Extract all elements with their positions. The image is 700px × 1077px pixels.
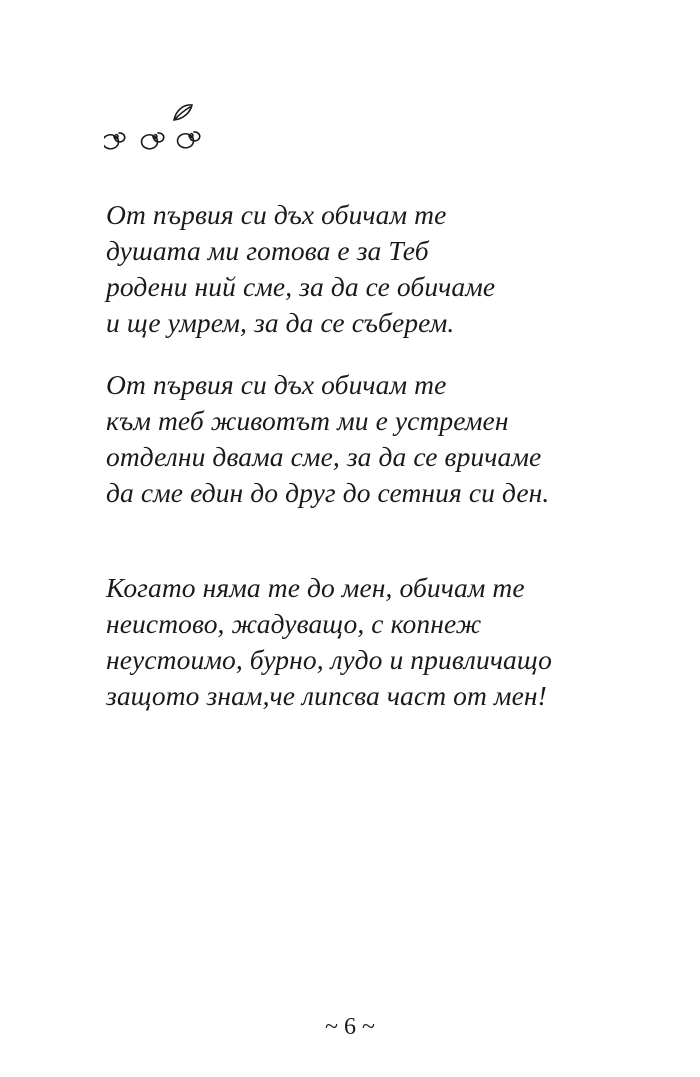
poem-line: към теб животът ми е устремен: [106, 405, 509, 436]
poem-line: отделни двама сме, за да се вричаме: [106, 441, 542, 472]
rose-icon: [178, 132, 200, 148]
poem-line: родени ний сме, за да се обичаме: [106, 271, 496, 302]
poem-line: и ще умрем, за да се съберем.: [106, 307, 455, 338]
poem-stanza: [106, 367, 549, 511]
poem-line: душата ми готова е за Теб: [106, 235, 429, 266]
poem-line: От първия си дъх обичам те: [106, 369, 447, 400]
poem-line: да сме един до друг до сетния си ден.: [106, 477, 550, 508]
rose-icon: [142, 133, 164, 149]
poem-line: Когато няма те до мен, обичам те: [106, 572, 525, 603]
poem-line: неустоимо, бурно, лудо и привличащо: [106, 644, 552, 675]
page-number: ~ 6 ~: [325, 1014, 375, 1040]
poem-stanza: [106, 197, 495, 341]
poem-stanza: [106, 570, 552, 714]
leaf-icon: [174, 105, 192, 120]
poem-line: неистово, жадуващо, с копнеж: [106, 608, 482, 639]
rose-icon: [104, 133, 125, 149]
poem-line: защото знам,че липсва част от мен!: [106, 680, 547, 711]
swirl-roses-ornament-icon: [104, 100, 214, 150]
poem-line: От първия си дъх обичам те: [106, 199, 447, 230]
